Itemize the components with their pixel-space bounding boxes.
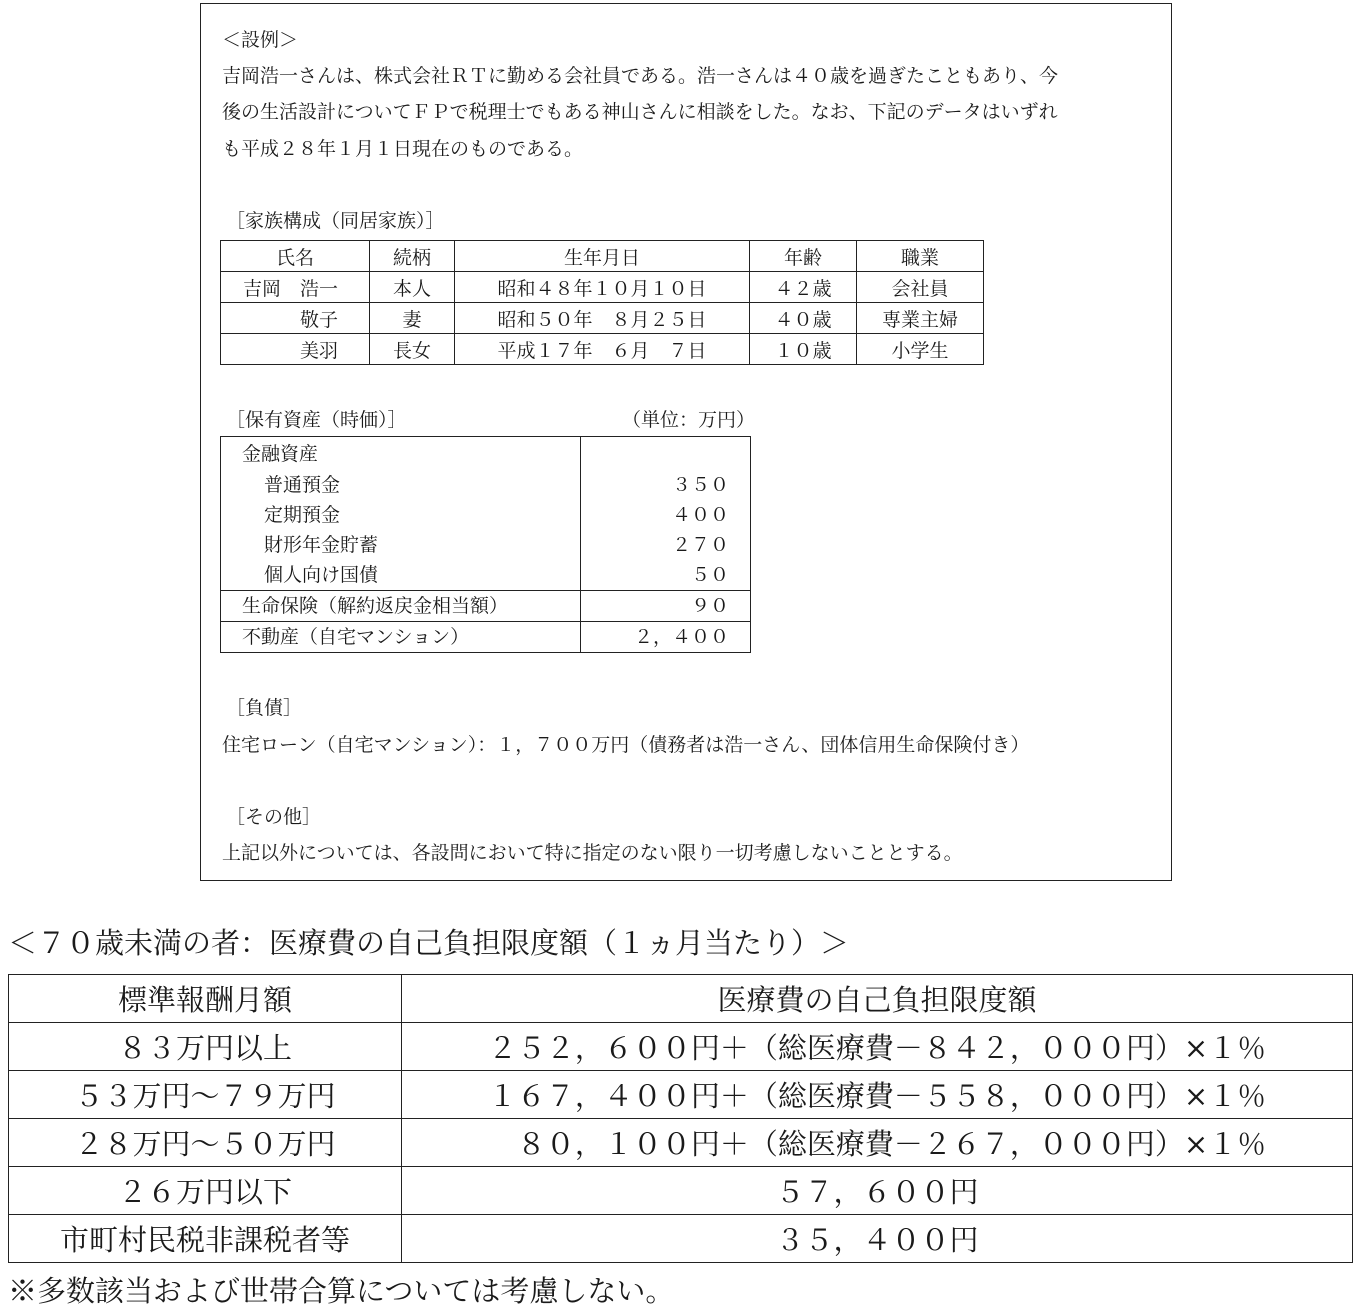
medical-header-salary: 標準報酬月額 (9, 975, 402, 1023)
family-row (221, 334, 984, 365)
family-table (220, 240, 984, 365)
family-header-occupation: 職業 (857, 241, 984, 272)
family-row (221, 303, 984, 334)
family-cell-birthdate: 昭和５０年 ８月２５日 (455, 303, 750, 334)
medical-cell-limit: ２５２，６００円＋（総医療費－８４２，０００円）×１％ (402, 1023, 1353, 1071)
family-cell-name: 吉岡 浩一 (221, 272, 370, 303)
medical-table (8, 974, 1353, 1263)
medical-cell-limit: ５７，６００円 (402, 1167, 1353, 1215)
other-title: ［その他］ (226, 806, 322, 828)
family-cell-occupation: 会社員 (857, 272, 984, 303)
medical-row (9, 1215, 1353, 1263)
medical-row (9, 1071, 1353, 1119)
liabilities-text: 住宅ローン（自宅マンション）：１，７００万円（債務者は浩一さん、団体信用生命保険付き） (222, 734, 1030, 756)
asset-item-label: 個人向け国債 (264, 564, 379, 586)
assets-unit: （単位：万円） (622, 409, 756, 431)
assets-title: ［保有資産（時価）］ (226, 409, 407, 431)
example-heading: ＜設例＞ (222, 29, 299, 51)
medical-cell-salary: ８３万円以上 (9, 1023, 402, 1071)
family-row (221, 272, 984, 303)
medical-row (9, 1119, 1353, 1167)
medical-row (9, 1023, 1353, 1071)
family-cell-name: 敬子 (221, 303, 370, 334)
family-cell-age: １０歳 (750, 334, 857, 365)
asset-item-value: ５０ (690, 564, 729, 586)
medical-cell-limit: １６７，４００円＋（総医療費－５５８，０００円）×１％ (402, 1071, 1353, 1119)
family-cell-relation: 長女 (370, 334, 455, 365)
medical-cell-limit: ３５，４００円 (402, 1215, 1353, 1263)
medical-cell-salary: ２８万円～５０万円 (9, 1119, 402, 1167)
intro-line-2: 後の生活設計についてＦＰで税理士でもある神山さんに相談をした。なお、下記のデータはいずれ (222, 101, 1058, 123)
insurance-value: ９０ (690, 595, 729, 617)
family-cell-age: ４２歳 (750, 272, 857, 303)
real-estate-value: ２，４００ (633, 626, 729, 648)
family-cell-age: ４０歳 (750, 303, 857, 334)
medical-title: ＜７０歳未満の者：医療費の自己負担限度額（１ヵ月当たり）＞ (8, 926, 850, 960)
intro-line-1: 吉岡浩一さんは、株式会社ＲＴに勤める会社員である。浩一さんは４０歳を過ぎたこともあり、今 (222, 65, 1059, 87)
asset-item-value: ２７０ (671, 534, 729, 556)
asset-item-label: 定期預金 (264, 504, 341, 526)
other-text: 上記以外については、各設問において特に指定のない限り一切考慮しないこととする。 (222, 842, 963, 864)
asset-item-label: 普通預金 (264, 474, 341, 496)
family-cell-birthdate: 平成１７年 ６月 ７日 (455, 334, 750, 365)
family-header-relation: 続柄 (370, 241, 455, 272)
family-header-name: 氏名 (221, 241, 370, 272)
medical-note: ※多数該当および世帯合算については考慮しない。 (8, 1274, 675, 1308)
asset-item-value: ４００ (671, 504, 729, 526)
family-cell-occupation: 専業主婦 (857, 303, 984, 334)
assets-row-divider (220, 590, 751, 591)
intro-line-3: も平成２８年１月１日現在のものである。 (222, 138, 584, 160)
real-estate-label: 不動産（自宅マンション） (242, 626, 470, 648)
family-cell-occupation: 小学生 (857, 334, 984, 365)
family-cell-relation: 妻 (370, 303, 455, 334)
medical-header-row (9, 975, 1353, 1023)
liabilities-title: ［負債］ (226, 697, 303, 719)
medical-header-limit: 医療費の自己負担限度額 (402, 975, 1353, 1023)
family-title: ［家族構成（同居家族）］ (226, 210, 445, 232)
insurance-label: 生命保険（解約返戻金相当額） (242, 595, 509, 617)
medical-cell-limit: ８０，１００円＋（総医療費－２６７，０００円）×１％ (402, 1119, 1353, 1167)
medical-cell-salary: ５３万円～７９万円 (9, 1071, 402, 1119)
medical-cell-salary: ２６万円以下 (9, 1167, 402, 1215)
assets-row-divider (220, 621, 751, 622)
medical-row (9, 1167, 1353, 1215)
family-cell-name: 美羽 (221, 334, 370, 365)
asset-item-label: 財形年金貯蓄 (264, 534, 379, 556)
family-header-age: 年齢 (750, 241, 857, 272)
family-cell-relation: 本人 (370, 272, 455, 303)
financial-assets-label: 金融資産 (242, 443, 319, 465)
family-header-row (221, 241, 984, 272)
asset-item-value: ３５０ (671, 474, 729, 496)
family-header-birthdate: 生年月日 (455, 241, 750, 272)
medical-cell-salary: 市町村民税非課税者等 (9, 1215, 402, 1263)
family-cell-birthdate: 昭和４８年１０月１０日 (455, 272, 750, 303)
